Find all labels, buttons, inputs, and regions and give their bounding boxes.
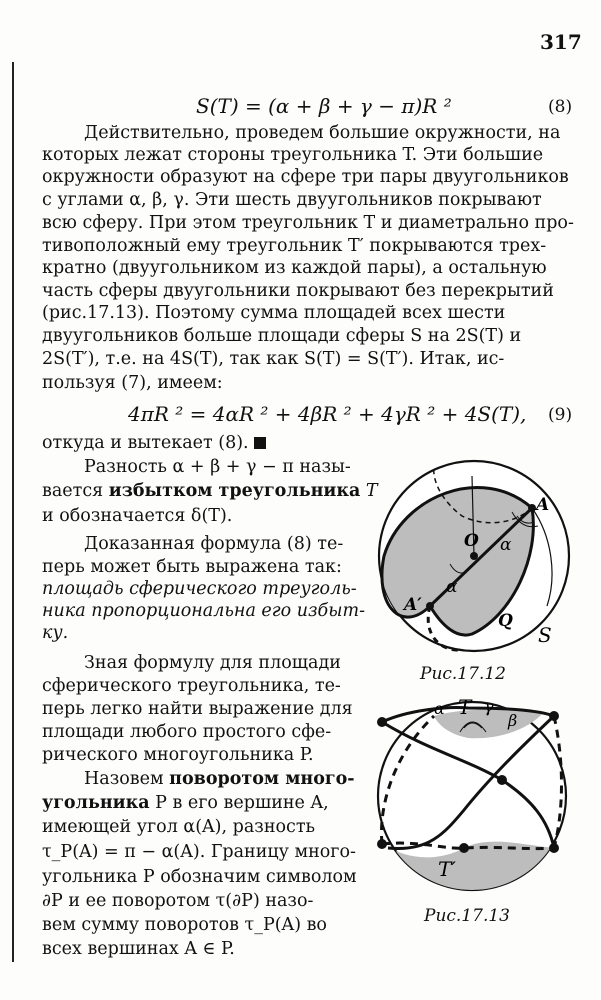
conclusion-text: откуда и вытекает (8).	[42, 433, 249, 453]
text-line: площади любого простого сфе-	[42, 722, 332, 742]
label-T: T	[458, 695, 472, 719]
text-line	[42, 792, 329, 814]
caption-17-12: Рис.17.12	[420, 664, 506, 684]
text-line: окружности образуют на сфере три пары двуугольников	[42, 167, 569, 187]
text-line: пользуя (7), имеем:	[42, 373, 223, 393]
text-span: вается	[42, 481, 109, 501]
caption-17-13: Рис.17.13	[424, 906, 510, 926]
text-line: и обозначается δ(T).	[42, 506, 233, 526]
text-line: (рис.17.13). Поэтому сумма площадей всех шести	[42, 303, 506, 323]
text-line: Разность α + β + γ − π назы-	[84, 457, 351, 477]
label-gamma: γ	[484, 697, 494, 716]
text-span: Назовем	[84, 769, 170, 789]
text-line: часть сферы двуугольники покрывают без перекрытий	[42, 281, 554, 301]
vertex-dot	[459, 843, 469, 853]
point-O	[470, 552, 478, 560]
formula-9: 4πR ² = 4αR ² + 4βR ² + 4γR ² + 4S(T),	[128, 402, 527, 426]
text-line: ника пропорциональна его избыт-	[42, 601, 365, 621]
vertex-dot	[549, 843, 559, 853]
text-line	[84, 768, 355, 790]
text-line: 2S(T′), т.е. на 4S(T), так как S(T) = S(T′). Итак, ис-	[42, 349, 505, 369]
label-beta: β	[508, 711, 518, 730]
page-number: 317	[540, 30, 582, 54]
text-line	[42, 480, 378, 502]
text-span: T	[360, 481, 378, 501]
vertex-dot	[549, 711, 559, 721]
figure-17-13	[368, 690, 578, 900]
text-line: перь легко найти выражение для	[42, 699, 353, 719]
text-line: с углами α, β, γ. Эти шесть двуугольников покрывают	[42, 190, 542, 210]
qed-square-icon	[254, 437, 266, 449]
label-A: A	[536, 495, 550, 515]
text-line: кратно (двуугольником из каждой пары), а остальную	[42, 258, 547, 278]
formula-9-number: (9)	[548, 405, 573, 425]
text-line: вем сумму поворотов τ_P(A) во	[42, 915, 327, 935]
text-span: P в его вершине A,	[149, 793, 329, 813]
text-line: угольника P обозначим символом	[42, 867, 357, 887]
text-line: τ_P(A) = π − α(A). Границу много-	[42, 842, 356, 862]
text-line: двуугольников больше площади сферы S на 2S(T) и	[42, 326, 522, 346]
text-line: Доказанная формула (8) те-	[84, 534, 344, 554]
term-excess: избытком треугольника	[108, 481, 361, 501]
label-A-prime: A′	[404, 595, 422, 615]
point-A-prime	[426, 602, 434, 610]
text-line: всех вершинах A ∈ P.	[42, 939, 235, 959]
text-line: сферического треугольника, те-	[42, 676, 341, 696]
text-line: Действительно, проведем большие окружности, на	[84, 123, 561, 143]
label-S: S	[538, 623, 552, 647]
text-line: имеющей угол α(A), разность	[42, 817, 316, 837]
label-O: O	[464, 531, 479, 551]
figure-17-12	[362, 456, 592, 656]
term-turn: поворотом много-	[169, 769, 355, 789]
label-alpha: α	[434, 699, 445, 718]
formula-8: S(T) = (α + β + γ − π)R ²	[196, 94, 452, 118]
label-alpha-top: α	[500, 535, 512, 555]
text-line: которых лежат стороны треугольника T. Эти большие	[42, 145, 544, 165]
vertex-dot	[377, 717, 387, 727]
text-line: перь может быть выражена так:	[42, 557, 342, 577]
text-line: тивоположный ему треугольник T′ покрываются трех-	[42, 236, 547, 256]
conclusion-line	[42, 432, 266, 454]
vertex-dot	[377, 839, 387, 849]
text-line: Зная формулу для площади	[84, 653, 341, 673]
term-turn-cont: угольника	[42, 793, 150, 813]
label-Q: Q	[498, 611, 513, 631]
text-line: ∂P и ее поворотом τ(∂P) назо-	[42, 891, 314, 911]
text-line: ку.	[42, 623, 69, 643]
text-line: рического многоугольника P.	[42, 745, 314, 765]
vertex-dot	[497, 775, 507, 785]
formula-8-number: (8)	[548, 97, 573, 117]
point-A	[528, 504, 536, 512]
text-line: площадь сферического треуголь-	[42, 579, 357, 599]
label-T-prime: T′	[438, 857, 456, 881]
margin-rule	[12, 62, 14, 962]
label-alpha-bottom: α	[446, 577, 458, 597]
text-line: всю сферу. При этом треугольник T и диаметрально про-	[42, 213, 574, 233]
